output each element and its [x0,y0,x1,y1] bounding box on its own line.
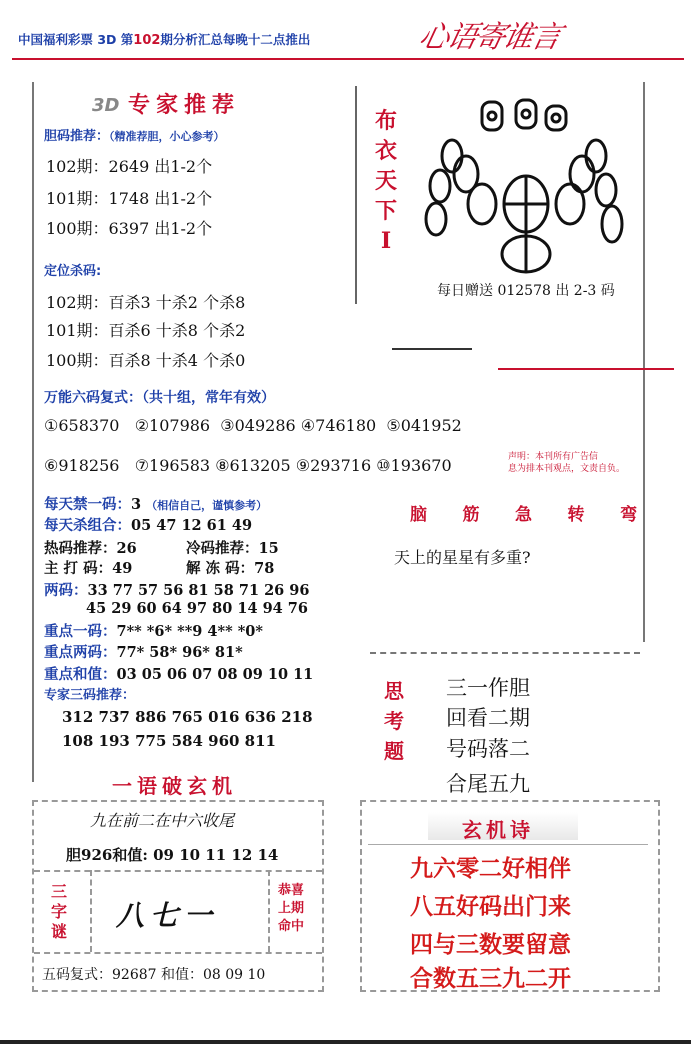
expert-heading: 专家推荐 [128,92,241,118]
red-rule [498,368,674,370]
main-row: 主 打 码：49 [44,560,133,577]
dingwei-row: 101期：百杀6 十杀8 个杀2 [46,321,246,340]
three-row1: 312 737 886 765 016 636 218 [62,708,313,726]
yiyu-handwritten: 九在前二在中六收尾 [90,811,235,830]
congrats-label: 恭喜 上期 命中 [278,883,305,934]
puzzle-drawing [422,94,627,274]
think-line: 三一作胆 [446,676,530,700]
footer-rule [0,1040,691,1044]
puzzle-vertical-title: 布 衣 天 下 I [374,108,397,254]
two-codes-row2: 45 29 60 64 97 80 14 94 76 [86,600,308,617]
two-codes-row1: 两码：33 77 57 56 81 58 71 26 96 [44,582,310,599]
riddle-answer: 八七一 [116,899,219,932]
dingwei-row: 102期：百杀3 十杀2 个杀8 [46,293,246,312]
cold-row: 冷码推荐：15 [186,540,279,557]
script-title: 心语寄谁言 [415,20,563,55]
issue-number: 102 [133,33,161,48]
six-codes-label: 万能六码复式：（共十组，常年有效） [44,390,275,406]
yiyu-dan-he: 胆926和值: 09 10 11 12 14 [66,846,279,864]
brain-question: 天上的星星有多重? [394,548,531,567]
yiyu-box [32,800,324,992]
ban-row: 每天禁一码：3 （相信自己，谨慎参考） [44,496,268,513]
puzzle-panel [355,86,642,304]
think-line: 号码落二 [446,737,530,761]
puzzle-caption: 每日赠送 012578 出 2-3 码 [437,283,615,299]
riddle-label: 三 字 谜 [50,882,67,941]
poem-line: 九六零二好相伴 [410,856,571,882]
xuanji-heading: 玄机诗 [462,818,534,842]
header-rule [12,58,684,60]
think-line: 回看二期 [446,706,530,730]
sum-row: 重点和值：03 05 06 07 08 09 10 11 [44,666,314,683]
left-border [32,82,34,782]
caption-rule [392,348,472,350]
six-codes-row1: ①658370 ②107986 ③049286 ④746180 ⑤041952 [44,416,462,435]
three-row2: 108 193 775 584 960 811 [62,732,276,750]
disclaimer: 声明：本刊所有广告信 息为排本刊观点，文责自负。 [508,452,626,474]
xuanji-rule [368,844,648,845]
key1-row: 重点一码：7** *6* **9 4** *0* [44,623,263,640]
think-line: 合尾五九 [446,772,530,796]
kill-combo-row: 每天杀组合：05 47 12 61 49 [44,517,253,534]
yiyu-bottom-rule [34,952,322,954]
dan-label: 胆码推荐：（精准荐胆，小心参考） [44,129,225,144]
dan-row: 100期：6397 出1-2个 [46,219,213,238]
poem-line: 合数五三九二开 [410,966,571,992]
five-code-row: 五码复式：92687 和值：08 09 10 [42,967,266,983]
dingwei-row: 100期：百杀8 十杀4 个杀0 [46,351,246,370]
poem-line: 四与三数要留意 [410,932,571,958]
six-codes-row2: ⑥918256 ⑦196583 ⑧613205 ⑨293716 ⑩193670 [44,456,452,475]
xuanji-box [360,800,660,992]
dan-row: 101期：1748 出1-2个 [46,189,213,208]
key2-row: 重点两码：77* 58* 96* 81* [44,644,243,661]
header-title: 中国福利彩票 3D 第102期分析汇总每晚十二点推出 [18,32,311,48]
thaw-row: 解 冻 码：78 [186,560,275,577]
hot-row: 热码推荐：26 [44,540,137,557]
three-label: 专家三码推荐： [44,688,136,703]
think-divider [370,652,640,654]
dingwei-label: 定位杀码: [44,264,102,279]
dan-row: 102期：2649 出1-2个 [46,157,213,176]
right-border [643,82,645,642]
poem-line: 八五好码出门来 [410,894,571,920]
brain-heading: 脑 筋 急 转 弯 [410,505,638,525]
think-vertical: 思 考 题 [384,679,404,763]
expert-logo: 3D [92,95,120,116]
yiyu-heading: 一语破玄机 [112,774,237,798]
